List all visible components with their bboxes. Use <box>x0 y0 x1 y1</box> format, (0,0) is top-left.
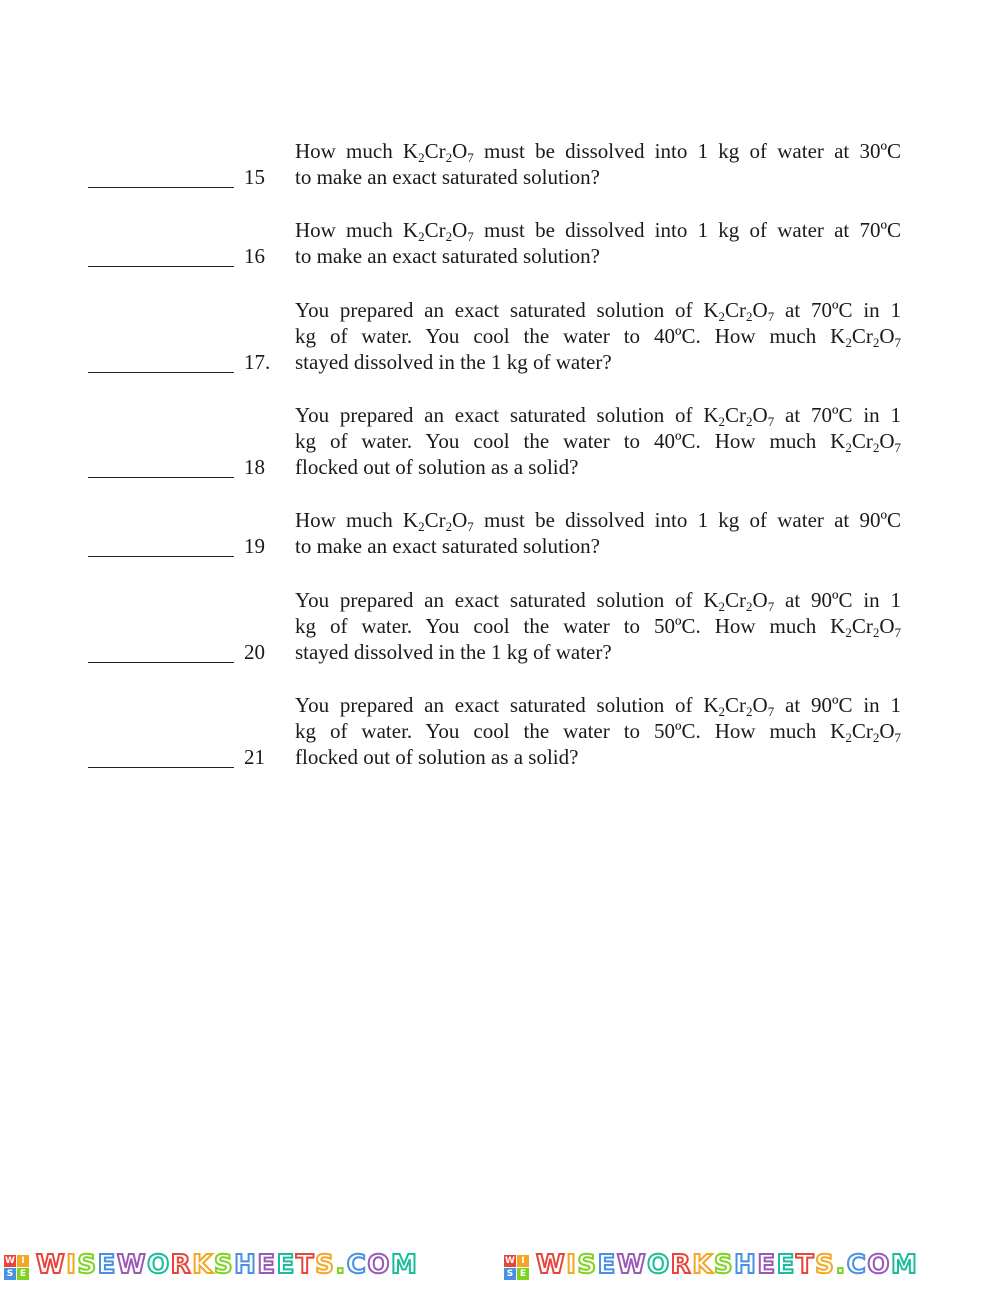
subscript: 2 <box>845 730 852 746</box>
text-run: kg of water. You cool the water to 50ºC. How much K <box>295 719 846 744</box>
subscript: 7 <box>894 440 901 456</box>
wordmark-letter: E <box>757 1250 777 1280</box>
text-run: must be dissolved into 1 kg of water at 70ºC <box>473 218 902 242</box>
question-line <box>295 613 901 639</box>
text-run: You prepared an exact saturated solution of K <box>295 693 719 717</box>
subscript: 7 <box>767 309 775 324</box>
subscript: 2 <box>872 730 880 746</box>
logo-wordmark <box>536 1250 918 1280</box>
text-run: to make an exact saturated solution? <box>295 244 600 269</box>
wordmark-letter: S <box>213 1250 235 1280</box>
question-line <box>295 217 901 243</box>
wordmark-letter: S <box>577 1250 598 1280</box>
wordmark-letter: E <box>597 1250 617 1280</box>
question-text <box>295 138 901 190</box>
wordmark-letter: I <box>66 1250 78 1280</box>
subscript: 7 <box>467 519 474 534</box>
text-run: How much K <box>295 139 419 163</box>
text-run: must be dissolved into 1 kg of water at 90ºC <box>473 508 902 532</box>
subscript: 2 <box>718 704 726 719</box>
question-line <box>295 428 901 454</box>
question-number: 20 <box>244 640 265 665</box>
text-run: O <box>879 429 895 454</box>
question-number: 21 <box>244 745 265 770</box>
text-run: How much K <box>295 508 419 532</box>
question-number: 16 <box>244 244 265 269</box>
text-run: Cr <box>725 693 747 717</box>
wordmark-letter: W <box>536 1250 567 1280</box>
question-line <box>295 323 901 349</box>
footer-logo <box>0 1252 1000 1290</box>
answer-blank[interactable] <box>88 187 234 188</box>
question-text <box>295 402 901 481</box>
text-run: O <box>452 139 468 163</box>
subscript: 2 <box>845 440 852 456</box>
subscript: 7 <box>894 335 901 351</box>
text-run: to make an exact saturated solution? <box>295 534 600 559</box>
text-run: Cr <box>424 139 446 163</box>
wordmark-letter: T <box>295 1250 316 1280</box>
answer-blank[interactable] <box>88 662 234 663</box>
subscript: 2 <box>872 625 880 641</box>
answer-blank[interactable] <box>88 767 234 768</box>
text-run: at 90ºC in 1 <box>774 588 902 612</box>
text-run: stayed dissolved in the 1 kg of water? <box>295 350 612 375</box>
question-line <box>295 138 901 164</box>
text-run: How much K <box>295 218 419 242</box>
wordmark-letter: S <box>815 1250 836 1280</box>
question-number: 15 <box>244 165 265 190</box>
text-run: O <box>452 218 468 242</box>
wordmark-letter: C <box>846 1250 868 1280</box>
text-run: Cr <box>725 588 747 612</box>
text-run: to make an exact saturated solution? <box>295 165 600 190</box>
subscript: 2 <box>845 625 852 641</box>
wordmark-letter: M <box>390 1250 419 1280</box>
text-run: O <box>879 614 895 639</box>
subscript: 2 <box>445 519 453 534</box>
subscript: 7 <box>467 229 474 244</box>
question-text <box>295 507 901 559</box>
text-run: O <box>879 719 895 744</box>
text-run: Cr <box>725 403 747 427</box>
question-number: 19 <box>244 534 265 559</box>
text-run: stayed dissolved in the 1 kg of water? <box>295 640 612 665</box>
subscript: 2 <box>718 599 726 614</box>
wordmark-letter: W <box>116 1250 148 1280</box>
text-run: kg of water. You cool the water to 40ºC. How much K <box>295 324 846 349</box>
wordmark-letter: S <box>77 1250 98 1280</box>
question-line <box>295 349 901 375</box>
text-run: at 90ºC in 1 <box>774 693 902 717</box>
wordmark-letter: E <box>276 1250 296 1280</box>
wordmark-letter: H <box>734 1250 758 1280</box>
wordmark-letter: E <box>257 1250 277 1280</box>
wordmark-letter: R <box>670 1250 693 1280</box>
answer-blank[interactable] <box>88 556 234 557</box>
wordmark-letter: O <box>867 1250 891 1280</box>
text-run: kg of water. You cool the water to 40ºC. How much K <box>295 429 846 454</box>
question-line <box>295 587 901 613</box>
wordmark-letter: I <box>566 1250 578 1280</box>
text-run: Cr <box>851 614 873 639</box>
wordmark-letter: T <box>795 1250 816 1280</box>
question-line <box>295 744 901 770</box>
text-run: kg of water. You cool the water to 50ºC. How much K <box>295 614 846 639</box>
question-line <box>295 507 901 533</box>
question-text <box>295 587 901 666</box>
subscript: 2 <box>872 440 880 456</box>
logo-badge-icon: W I S E <box>4 1255 30 1281</box>
subscript: 2 <box>872 335 880 351</box>
wordmark-letter: O <box>647 1250 671 1280</box>
wordmark-letter: C <box>346 1250 368 1280</box>
subscript: 2 <box>718 309 726 324</box>
subscript: 7 <box>894 730 901 746</box>
subscript: 2 <box>746 309 753 324</box>
question-number: 18 <box>244 455 265 480</box>
logo-badge-icon: W I S E <box>504 1255 530 1281</box>
question-line <box>295 692 901 718</box>
text-run: flocked out of solution as a solid? <box>295 745 579 770</box>
wordmark-letter: O <box>367 1250 391 1280</box>
question-text <box>295 692 901 771</box>
answer-blank[interactable] <box>88 477 234 478</box>
question-line <box>295 402 901 428</box>
wordmark-letter: E <box>776 1250 796 1280</box>
wordmark-letter: E <box>97 1250 117 1280</box>
subscript: 7 <box>767 414 775 429</box>
text-run: O <box>752 298 768 322</box>
wordmark-letter: K <box>192 1250 214 1280</box>
subscript: 2 <box>746 704 753 719</box>
subscript: 2 <box>845 335 852 351</box>
text-run: O <box>752 403 768 427</box>
subscript: 2 <box>746 414 753 429</box>
subscript: 7 <box>767 704 775 719</box>
wordmark-letter: . <box>835 1250 847 1280</box>
wordmark-letter: M <box>890 1250 919 1280</box>
text-run: O <box>752 693 768 717</box>
wordmark-letter: W <box>36 1250 67 1280</box>
wordmark-letter: K <box>692 1250 714 1280</box>
subscript: 2 <box>418 519 425 534</box>
text-run: You prepared an exact saturated solution of K <box>295 298 719 322</box>
subscript: 7 <box>467 150 474 165</box>
subscript: 7 <box>894 625 901 641</box>
wordmark-letter: S <box>315 1250 336 1280</box>
wordmark-letter: W <box>616 1250 648 1280</box>
question-text <box>295 217 901 269</box>
text-run: O <box>879 324 895 349</box>
question-line <box>295 533 901 559</box>
subscript: 2 <box>746 599 753 614</box>
question-line <box>295 297 901 323</box>
text-run: Cr <box>851 719 873 744</box>
subscript: 2 <box>718 414 726 429</box>
text-run: Cr <box>851 324 873 349</box>
text-run: at 70ºC in 1 <box>774 403 902 427</box>
question-line <box>295 164 901 190</box>
question-line <box>295 639 901 665</box>
question-line <box>295 454 901 480</box>
subscript: 7 <box>767 599 775 614</box>
question-text <box>295 297 901 376</box>
text-run: You prepared an exact saturated solution of K <box>295 588 719 612</box>
text-run: Cr <box>424 508 446 532</box>
subscript: 2 <box>445 229 453 244</box>
logo-wordmark <box>36 1250 418 1280</box>
subscript: 2 <box>418 229 425 244</box>
text-run: Cr <box>851 429 873 454</box>
text-run: O <box>752 588 768 612</box>
wordmark-letter: S <box>713 1250 735 1280</box>
subscript: 2 <box>445 150 453 165</box>
answer-blank[interactable] <box>88 372 234 373</box>
text-run: You prepared an exact saturated solution of K <box>295 403 719 427</box>
text-run: O <box>452 508 468 532</box>
wordmark-letter: H <box>234 1250 258 1280</box>
text-run: Cr <box>725 298 747 322</box>
question-line <box>295 243 901 269</box>
wordmark-letter: . <box>335 1250 347 1280</box>
question-line <box>295 718 901 744</box>
wordmark-letter: R <box>170 1250 193 1280</box>
text-run: at 70ºC in 1 <box>774 298 902 322</box>
text-run: flocked out of solution as a solid? <box>295 455 579 480</box>
subscript: 2 <box>418 150 425 165</box>
text-run: must be dissolved into 1 kg of water at 30ºC <box>473 139 902 163</box>
answer-blank[interactable] <box>88 266 234 267</box>
text-run: Cr <box>424 218 446 242</box>
question-number: 17. <box>244 350 271 375</box>
wordmark-letter: O <box>147 1250 171 1280</box>
